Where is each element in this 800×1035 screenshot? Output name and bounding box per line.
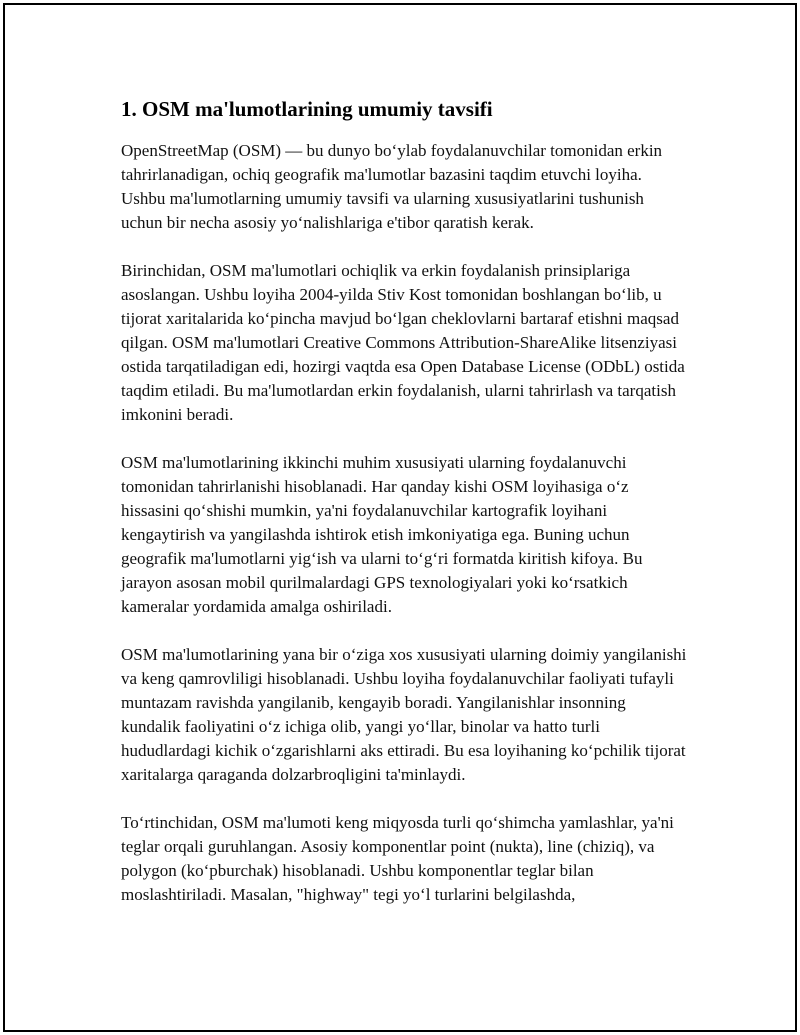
document-body bbox=[121, 95, 687, 931]
paragraph-updates: OSM ma'lumotlarining yana bir o‘ziga xos xususiyati ularning doimiy yangilanishi va keng qamrovliligi hisoblanadi. Ushbu loyiha foydalanuvchilar faoliyati tufayli muntazam ravishda yangilanib, kengayib boradi. Yangilanishlar insonning kundalik faoliyatini o‘z ichiga olib, yangi yo‘llar, binolar va hatto turli hududlardagi kichik o‘zgarishlarni aks ettiradi. Bu esa loyihaning ko‘pchilik tijorat xaritalarga qaraganda dolzarbroqligini ta'minlaydi. bbox=[121, 645, 687, 784]
paragraph-tags: To‘rtinchidan, OSM ma'lumoti keng miqyosda turli qo‘shimcha yamlashlar, ya'ni teglar orqali guruhlangan. Asosiy komponentlar point (nukta), line (chiziq), va polygon (ko‘pburchak) hisoblanadi. Ushbu komponentlar teglar bilan moslashtiriladi. Masalan, "highway" tegi yo‘l turlarini belgilashda, bbox=[121, 813, 674, 904]
section-heading: 1. OSM ma'lumotlarining umumiy tavsifi bbox=[121, 97, 493, 121]
page-frame bbox=[3, 3, 797, 1032]
paragraph-user-editing: OSM ma'lumotlarining ikkinchi muhim xususiyati ularning foydalanuvchi tomonidan tahrirlanishi hisoblanadi. Har qanday kishi OSM loyihasiga o‘z hissasini qo‘shishi mumkin, ya'ni foydalanuvchilar kartografik loyihani kengaytirish va yangilashda ishtirok etish imkoniyatiga ega. Buning uchun geografik ma'lumotlarni yig‘ish va ularni to‘g‘ri formatda kiritish kifoya. Bu jarayon asosan mobil qurilmalardagi GPS texnologiyalari yoki ko‘rsatkich kameralar yordamida amalga oshiriladi. bbox=[121, 453, 643, 616]
paragraph-openness: Birinchidan, OSM ma'lumotlari ochiqlik va erkin foydalanish prinsiplariga asoslangan. Ushbu loyiha 2004-yilda Stiv Kost tomonidan boshlangan bo‘lib, u tijorat xaritalarida ko‘pincha mavjud bo‘lgan cheklovlarni bartaraf etishni maqsad qilgan. OSM ma'lumotlari Creative Commons Attribution-ShareAlike litsenziyasi ostida tarqatiladigan edi, hozirgi vaqtda esa Open Database License (ODbL) ostida taqdim etiladi. Bu ma'lumotlardan erkin foydalanish, ularni tahrirlash va tarqatish imkonini beradi. bbox=[121, 261, 685, 424]
paragraph-intro: OpenStreetMap (OSM) — bu dunyo bo‘ylab foydalanuvchilar tomonidan erkin tahrirlanadigan, ochiq geografik ma'lumotlar bazasini taqdim etuvchi loyiha. Ushbu ma'lumotlarning umumiy tavsifi va ularning xususiyatlarini tushunish uchun bir necha asosiy yo‘nalishlariga e'tibor qaratish kerak. bbox=[121, 141, 663, 232]
